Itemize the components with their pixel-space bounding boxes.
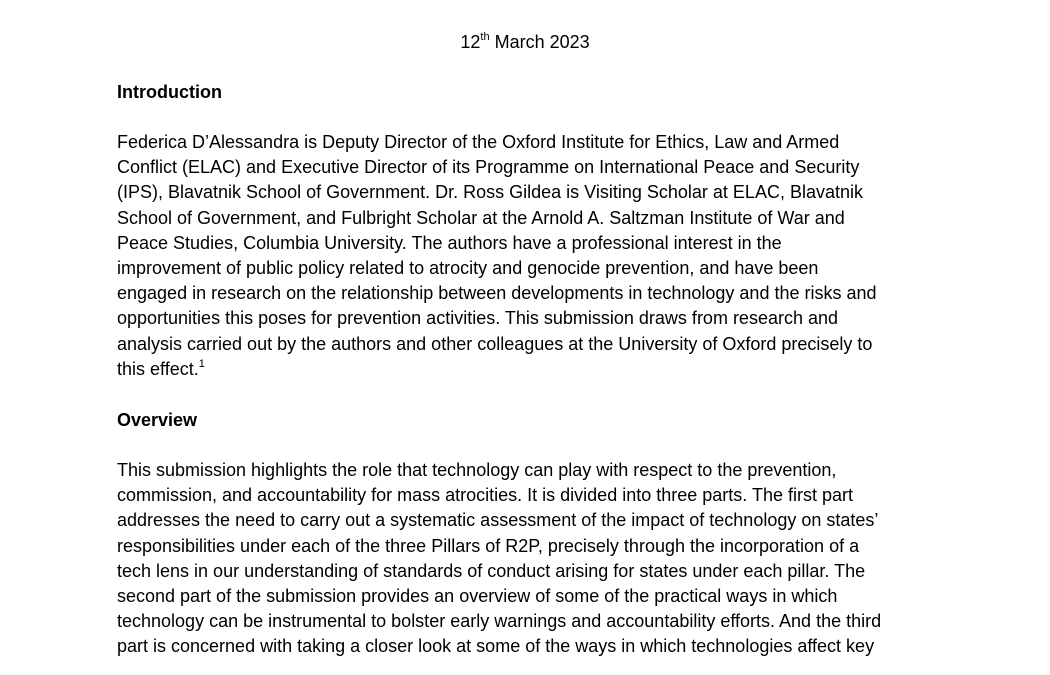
- paragraph-line: Conflict (ELAC) and Executive Director of its Programme on International Peace and Security: [117, 157, 860, 178]
- footnote-reference[interactable]: 1: [198, 357, 205, 370]
- paragraph-line: analysis carried out by the authors and other colleagues at the University of Oxford precisely to: [117, 333, 873, 354]
- date-day: 12: [460, 32, 481, 52]
- paragraph-line: Federica D’Alessandra is Deputy Director of the Oxford Institute for Ethics, Law and Armed: [117, 132, 840, 152]
- paragraph-line: commission, and accountability for mass atrocities. It is divided into three parts. The first part: [117, 485, 853, 506]
- paragraph-line: improvement of public policy related to atrocity and genocide prevention, and have been: [117, 258, 819, 279]
- paragraph-line: This submission highlights the role that technology can play with respect to the prevention,: [117, 460, 837, 480]
- paragraph-last-line: [117, 357, 947, 382]
- introduction-heading: Introduction: [117, 82, 222, 102]
- paragraph-line: engaged in research on the relationship between developments in technology and the risks and: [117, 283, 877, 304]
- date-ordinal-suffix: th: [480, 31, 490, 43]
- paragraph-line: addresses the need to carry out a systematic assessment of the impact of technology on states’: [117, 510, 879, 531]
- paragraph-line-text: this effect.: [117, 358, 199, 379]
- date-month-year: March 2023: [489, 32, 590, 52]
- document-date: [0, 30, 1050, 54]
- paragraph-line: tech lens in our understanding of standards of conduct arising for states under each pillar. The: [117, 560, 866, 581]
- paragraph-line: School of Government, and Fulbright Scholar at the Arnold A. Saltzman Institute of War and: [117, 207, 845, 228]
- paragraph-line: opportunities this poses for prevention activities. This submission draws from research and: [117, 308, 839, 329]
- paragraph-line: second part of the submission provides an overview of some of the practical ways in which: [117, 586, 838, 607]
- overview-heading: Overview: [117, 410, 198, 430]
- paragraph-line: responsibilities under each of the three Pillars of R2P, precisely through the incorporation of a: [117, 535, 860, 556]
- introduction-paragraph: [117, 130, 947, 382]
- paragraph-line: part is concerned with taking a closer look at some of the ways in which technologies affect key: [117, 636, 875, 657]
- overview-paragraph: [117, 458, 947, 660]
- paragraph-line: (IPS), Blavatnik School of Government. Dr. Ross Gildea is Visiting Scholar at ELAC, Blavatnik: [117, 182, 863, 203]
- paragraph-line: Peace Studies, Columbia University. The authors have a professional interest in the: [117, 232, 782, 253]
- paragraph-line: technology can be instrumental to bolster early warnings and accountability efforts. And the third: [117, 611, 882, 632]
